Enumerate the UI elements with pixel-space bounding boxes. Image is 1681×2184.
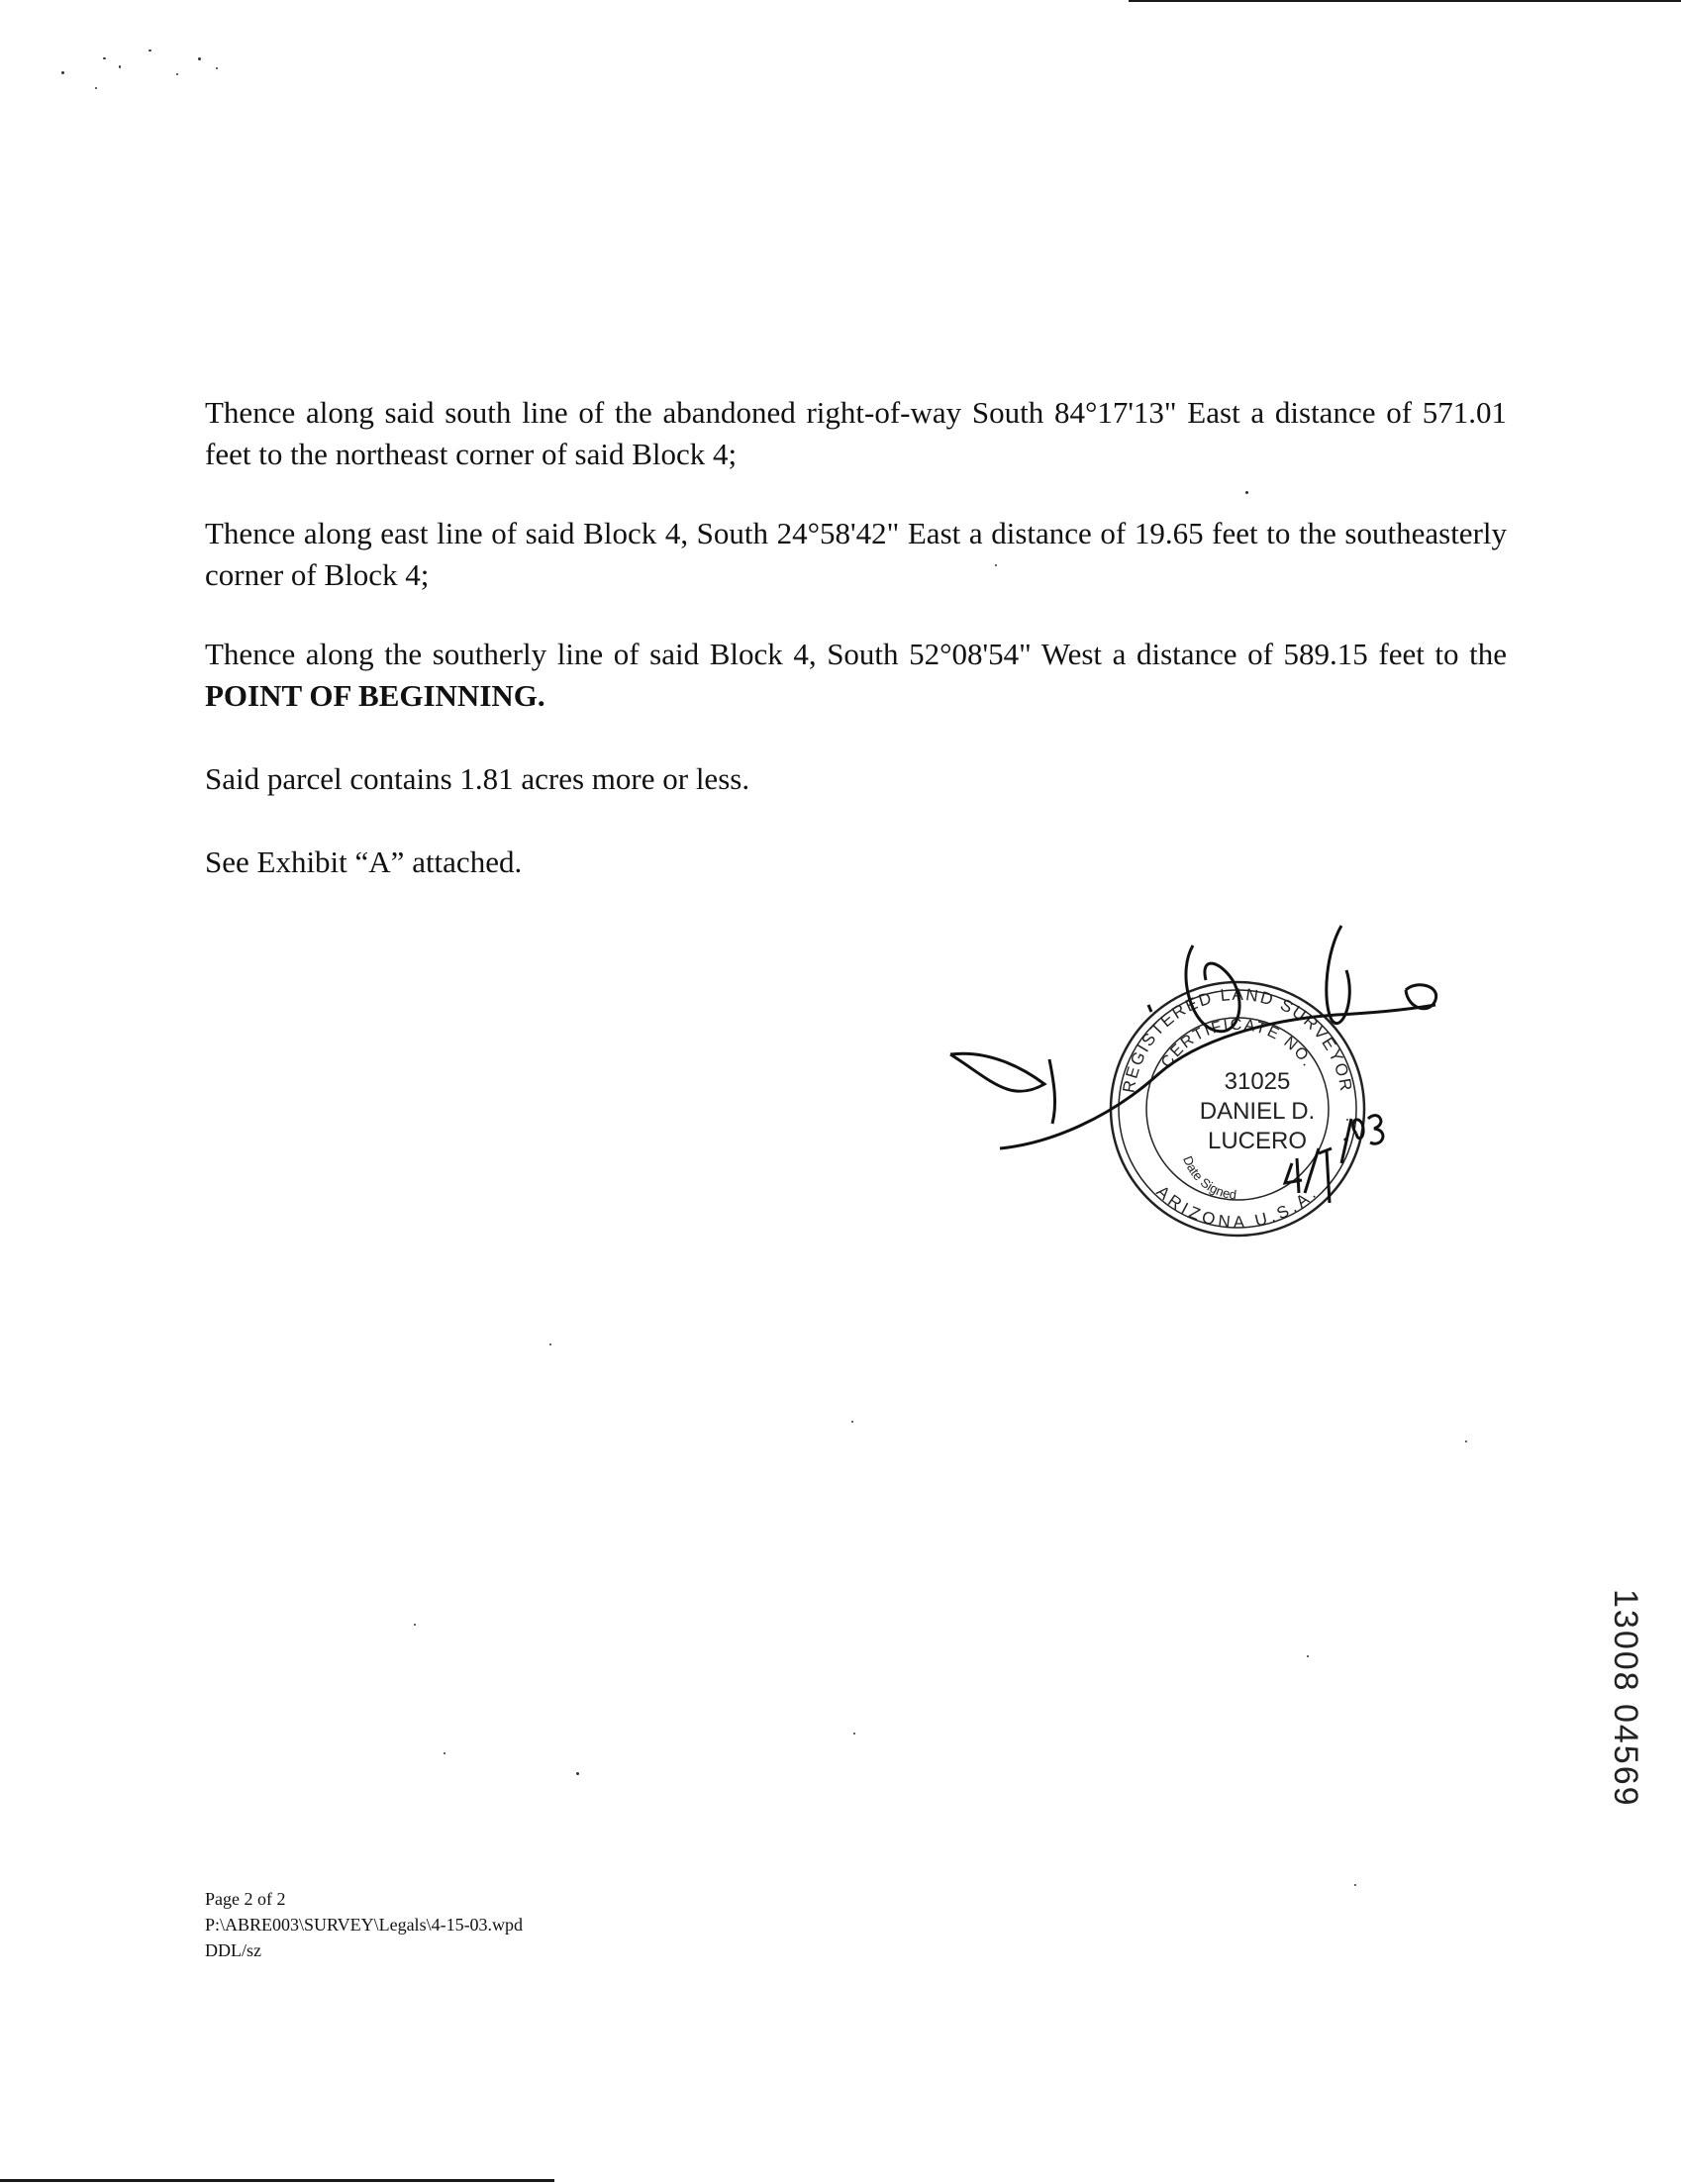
paragraph-3-text: Thence along the southerly line of said Block 4, South 52°08'54" West a distance of 589.15 feet to the <box>205 637 1507 671</box>
handwritten-date <box>1285 1158 1302 1193</box>
paragraph-exhibit: See Exhibit “A” attached. <box>205 844 523 879</box>
signature-stroke <box>1049 1059 1055 1124</box>
seal-certificate-number: 31025 <box>1224 1068 1291 1095</box>
paragraph-3 <box>205 634 1507 717</box>
speckle <box>414 1624 416 1626</box>
speckle <box>95 87 97 89</box>
speckle <box>198 57 201 60</box>
seal-name-line-2: LUCERO <box>1207 1128 1308 1154</box>
seal-outer-bottom-text: ARIZONA U.S.A. <box>1152 1181 1323 1233</box>
scan-edge-top <box>1129 0 1681 2</box>
paragraph-2: Thence along east line of said Block 4, South 24°58'42" East a distance of 19.65 feet to the southeasterly corner of Block 4; <box>205 516 1507 592</box>
seal-graphic <box>950 911 1445 1287</box>
paragraph-1: Thence along said south line of the abandoned right-of-way South 84°17'13" East a distance of 571.01 feet to the northeast corner of said Block 4; <box>205 395 1507 471</box>
speckle <box>1354 1884 1356 1886</box>
handwritten-date <box>1368 1116 1383 1144</box>
point-of-beginning: POINT OF BEGINNING. <box>205 678 545 713</box>
seal-name-line-1: DANIEL D. <box>1199 1098 1316 1125</box>
paragraph-acreage: Said parcel contains 1.81 acres more or less. <box>205 761 750 796</box>
seal-inner-top-text: CERTIFICATE NO. <box>1158 1016 1318 1071</box>
signature-stroke <box>950 1053 1044 1091</box>
recording-number: 13008 04569 <box>1607 1589 1644 1808</box>
signature-stroke <box>1406 985 1436 1009</box>
signature-stroke <box>1148 1005 1151 1012</box>
seal-outer-top-text: REGISTERED LAND SURVEYOR <box>1119 984 1356 1095</box>
scan-edge-bottom <box>0 2179 554 2182</box>
signature-stroke <box>1327 926 1350 1024</box>
speckle <box>549 1343 551 1345</box>
speckle <box>1307 1655 1309 1657</box>
speckle <box>61 71 64 74</box>
speckle <box>148 50 151 51</box>
speckle <box>119 65 121 68</box>
speckle <box>1465 1440 1467 1442</box>
speckle <box>851 1421 853 1423</box>
surveyor-seal <box>950 911 1445 1287</box>
footer <box>205 1886 523 1963</box>
speckle <box>576 1772 579 1775</box>
speckle <box>216 67 218 69</box>
speckle <box>444 1752 445 1754</box>
speckle <box>103 57 106 59</box>
author-initials: DDL/sz <box>205 1940 261 1960</box>
legal-description <box>205 392 1507 925</box>
page-number: Page 2 of 2 <box>205 1889 286 1909</box>
file-path: P:\ABRE003\SURVEY\Legals\4-15-03.wpd <box>205 1915 524 1935</box>
speckle <box>176 73 178 75</box>
speckle <box>853 1733 855 1735</box>
seal-date-label: Date Signed <box>1180 1153 1237 1203</box>
